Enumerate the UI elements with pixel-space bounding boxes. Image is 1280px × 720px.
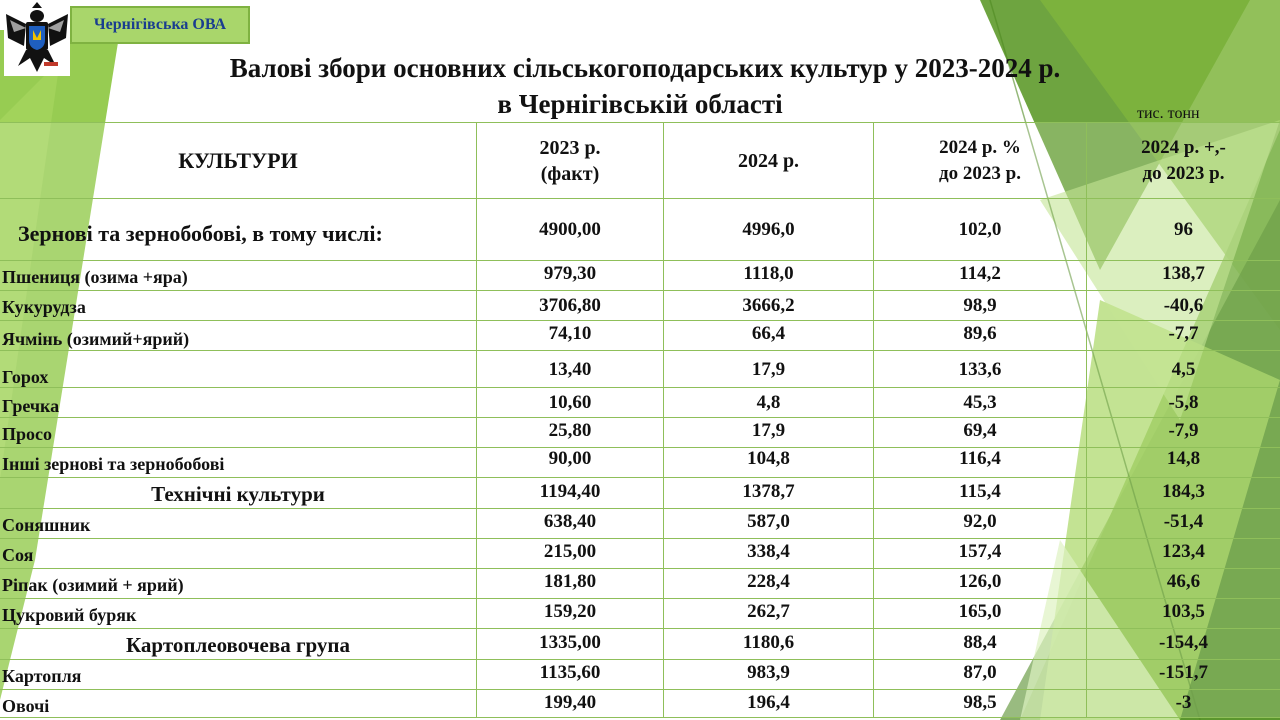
difference-cell (1086, 478, 1280, 508)
difference-cell-text: 103,5 (1162, 601, 1205, 622)
crop-name-cell (0, 199, 476, 260)
header-2023-line2: (факт) (540, 162, 600, 185)
header-pct-line1: 2024 р. % (939, 136, 1021, 158)
percent-cell (873, 478, 1086, 508)
crop-name-cell (0, 388, 476, 417)
header-diff-line2: до 2023 р. (1142, 162, 1225, 184)
percent-cell (873, 539, 1086, 568)
percent-cell-text: 115,4 (959, 481, 1001, 502)
difference-cell-text: -51,4 (1163, 511, 1204, 532)
crop-name-cell-text: Зернові та зернобобові, в тому числі: (18, 221, 383, 246)
difference-cell (1086, 539, 1280, 568)
value-2023-cell (476, 569, 663, 598)
header-pct-line2: до 2023 р. (939, 162, 1021, 184)
difference-cell (1086, 261, 1280, 290)
crop-name-cell-text: Ріпак (озимий + ярий) (2, 575, 184, 595)
crop-name-cell (0, 690, 476, 717)
value-2023-cell-text: 199,40 (543, 692, 597, 713)
crop-name-cell-text: Картопля (2, 666, 82, 686)
value-2024-cell (663, 291, 873, 320)
value-2023-cell (476, 261, 663, 290)
crop-name-cell-text: Гречка (2, 396, 60, 416)
percent-cell-text: 69,4 (963, 420, 997, 441)
value-2023-cell (476, 599, 663, 628)
percent-cell-text: 92,0 (963, 511, 997, 532)
percent-cell (873, 321, 1086, 350)
table-header-row (0, 123, 1280, 199)
value-2024-cell-text: 1180,6 (742, 632, 795, 653)
percent-cell (873, 418, 1086, 447)
value-2024-cell (663, 199, 873, 260)
difference-cell (1086, 660, 1280, 689)
value-2024-cell (663, 569, 873, 598)
value-2023-cell (476, 321, 663, 350)
header-2024-text: 2024 р. (737, 149, 800, 172)
percent-cell-text: 126,0 (958, 571, 1002, 592)
crop-name-cell-text: Соняшник (2, 515, 91, 535)
value-2023-cell-text: 3706,80 (539, 295, 601, 316)
crop-name-cell (0, 261, 476, 290)
difference-cell (1086, 599, 1280, 628)
difference-cell-text: 138,7 (1162, 263, 1205, 284)
crop-name-cell (0, 539, 476, 568)
value-2023-cell-text: 74,10 (548, 323, 592, 344)
crop-name-cell (0, 599, 476, 628)
percent-cell (873, 599, 1086, 628)
value-2023-cell (476, 478, 663, 508)
header-crops-text: КУЛЬТУРИ (178, 147, 298, 173)
table-row (0, 569, 1280, 599)
table-row (0, 321, 1280, 351)
table-row (0, 291, 1280, 321)
value-2024-cell-text: 17,9 (751, 420, 786, 441)
difference-cell-text: 123,4 (1162, 541, 1205, 562)
value-2023-cell-text: 4900,00 (539, 219, 601, 240)
header-crops (0, 123, 476, 198)
value-2023-cell (476, 418, 663, 447)
crop-name-cell (0, 351, 476, 387)
value-2023-cell (476, 388, 663, 417)
percent-cell (873, 199, 1086, 260)
percent-cell-text: 89,6 (963, 323, 997, 344)
value-2024-cell-text: 1378,7 (742, 481, 795, 502)
difference-cell-text: -40,6 (1163, 295, 1204, 316)
value-2024-cell-text: 338,4 (747, 541, 790, 562)
harvest-table (0, 122, 1280, 718)
value-2023-cell-text: 1335,00 (539, 632, 601, 653)
value-2024-cell-text: 1118,0 (743, 263, 794, 284)
difference-cell (1086, 351, 1280, 387)
difference-cell (1086, 569, 1280, 598)
table-row (0, 690, 1280, 718)
difference-cell (1086, 629, 1280, 659)
value-2024-cell (663, 690, 873, 717)
percent-cell (873, 509, 1086, 538)
table-row (0, 388, 1280, 418)
percent-cell-text: 102,0 (958, 219, 1002, 240)
value-2024-cell-text: 4996,0 (742, 219, 795, 240)
value-2023-cell-text: 1135,60 (539, 662, 601, 683)
crop-name-cell (0, 629, 476, 659)
difference-cell-text: -7,7 (1168, 323, 1199, 344)
value-2023-cell (476, 539, 663, 568)
value-2023-cell-text: 13,40 (548, 359, 592, 380)
value-2023-cell-text: 159,20 (543, 601, 597, 622)
value-2024-cell-text: 228,4 (747, 571, 790, 592)
difference-cell-text: -7,9 (1168, 420, 1199, 441)
value-2024-cell-text: 983,9 (747, 662, 790, 683)
table-row (0, 448, 1280, 478)
percent-cell-text: 157,4 (958, 541, 1002, 562)
difference-cell-text: 14,8 (1166, 448, 1201, 469)
percent-cell-text: 133,6 (958, 359, 1002, 380)
crop-name-cell-text: Інші зернові та зернобобові (2, 454, 225, 474)
value-2023-cell-text: 1194,40 (539, 481, 601, 502)
header-pct (873, 123, 1086, 198)
value-2024-cell (663, 599, 873, 628)
crop-name-cell-text: Овочі (2, 696, 50, 716)
value-2023-cell-text: 10,60 (548, 392, 592, 413)
table-row (0, 539, 1280, 569)
percent-cell (873, 690, 1086, 717)
percent-cell-text: 98,9 (963, 295, 997, 316)
percent-cell-text: 116,4 (959, 448, 1001, 469)
difference-cell-text: 4,5 (1171, 359, 1196, 380)
percent-cell-text: 114,2 (959, 263, 1001, 284)
value-2024-cell-text: 104,8 (747, 448, 790, 469)
difference-cell (1086, 690, 1280, 717)
table-row (0, 199, 1280, 261)
table-row (0, 599, 1280, 629)
difference-cell (1086, 448, 1280, 477)
value-2024-cell-text: 66,4 (751, 323, 786, 344)
table-row (0, 478, 1280, 509)
crop-name-cell-text: Цукровий буряк (2, 605, 137, 625)
header-2023-line1: 2023 р. (539, 136, 601, 159)
percent-cell-text: 88,4 (963, 632, 997, 653)
value-2023-cell-text: 181,80 (543, 571, 597, 592)
value-2024-cell (663, 660, 873, 689)
table-row (0, 509, 1280, 539)
value-2023-cell-text: 215,00 (543, 541, 597, 562)
organization-badge: Чернігівська ОВА (70, 6, 250, 44)
value-2023-cell (476, 629, 663, 659)
crop-name-cell (0, 569, 476, 598)
page-subtitle: в Чернігівській області (497, 89, 783, 119)
value-2024-cell (663, 321, 873, 350)
difference-cell (1086, 321, 1280, 350)
page-title: Валові збори основних сільськогоподарських культур у 2023-2024 р. (229, 53, 1061, 83)
difference-cell-text: 96 (1174, 219, 1193, 240)
difference-cell-text: -154,4 (1158, 632, 1209, 653)
crop-name-cell-text: Горох (2, 367, 49, 387)
value-2023-cell (476, 291, 663, 320)
difference-cell-text: -3 (1175, 692, 1192, 713)
percent-cell (873, 291, 1086, 320)
value-2024-cell-text: 262,7 (747, 601, 790, 622)
percent-cell-text: 165,0 (958, 601, 1002, 622)
crop-name-cell (0, 660, 476, 689)
percent-cell (873, 569, 1086, 598)
value-2023-cell (476, 690, 663, 717)
value-2024-cell (663, 418, 873, 447)
value-2024-cell (663, 261, 873, 290)
value-2024-cell (663, 478, 873, 508)
crop-name-cell-text: Технічні культури (151, 482, 325, 506)
percent-cell-text: 98,5 (963, 692, 997, 713)
difference-cell (1086, 418, 1280, 447)
value-2023-cell (476, 509, 663, 538)
table-row (0, 629, 1280, 660)
crop-name-cell (0, 509, 476, 538)
value-2023-cell (476, 199, 663, 260)
value-2024-cell-text: 3666,2 (742, 295, 795, 316)
difference-cell (1086, 388, 1280, 417)
value-2023-cell (476, 448, 663, 477)
value-2023-cell-text: 979,30 (543, 263, 597, 284)
crop-name-cell-text: Кукурудза (2, 297, 86, 317)
header-diff-line1: 2024 р. +,- (1141, 136, 1226, 158)
table-row (0, 660, 1280, 690)
value-2024-cell-text: 4,8 (756, 392, 781, 413)
crop-name-cell-text: Картоплеовочева група (125, 633, 351, 657)
percent-cell (873, 261, 1086, 290)
value-2024-cell (663, 509, 873, 538)
crop-name-cell (0, 448, 476, 477)
crop-name-cell (0, 291, 476, 320)
value-2023-cell-text: 25,80 (548, 420, 592, 441)
value-2024-cell (663, 629, 873, 659)
difference-cell-text: -5,8 (1168, 392, 1199, 413)
percent-cell (873, 351, 1086, 387)
difference-cell-text: 46,6 (1166, 571, 1201, 592)
value-2023-cell (476, 660, 663, 689)
crop-name-cell-text: Пшениця (озима +яра) (2, 267, 188, 287)
header-2024 (663, 123, 873, 198)
table-row (0, 418, 1280, 448)
value-2024-cell-text: 17,9 (751, 359, 786, 380)
percent-cell (873, 660, 1086, 689)
table-row (0, 261, 1280, 291)
crop-name-cell-text: Просо (2, 424, 53, 444)
crop-name-cell (0, 321, 476, 350)
value-2023-cell-text: 638,40 (543, 511, 597, 532)
table-row (0, 351, 1280, 388)
difference-cell (1086, 291, 1280, 320)
value-2023-cell-text: 90,00 (548, 448, 592, 469)
value-2024-cell (663, 351, 873, 387)
difference-cell-text: -151,7 (1158, 662, 1209, 683)
crop-name-cell (0, 478, 476, 508)
percent-cell-text: 45,3 (963, 392, 997, 413)
unit-label: тис. тонн (1137, 105, 1200, 122)
percent-cell (873, 388, 1086, 417)
difference-cell-text: 184,3 (1162, 481, 1205, 502)
percent-cell-text: 87,0 (963, 662, 997, 683)
crop-name-cell-text: Ячмінь (озимий+ярий) (2, 329, 190, 349)
header-2023 (476, 123, 663, 198)
percent-cell (873, 629, 1086, 659)
value-2023-cell (476, 351, 663, 387)
crop-name-cell-text: Соя (2, 545, 34, 565)
value-2024-cell (663, 388, 873, 417)
difference-cell (1086, 509, 1280, 538)
value-2024-cell-text: 196,4 (747, 692, 790, 713)
value-2024-cell (663, 448, 873, 477)
percent-cell (873, 448, 1086, 477)
value-2024-cell (663, 539, 873, 568)
value-2024-cell-text: 587,0 (747, 511, 790, 532)
crop-name-cell (0, 418, 476, 447)
header-diff (1086, 123, 1280, 198)
difference-cell (1086, 199, 1280, 260)
